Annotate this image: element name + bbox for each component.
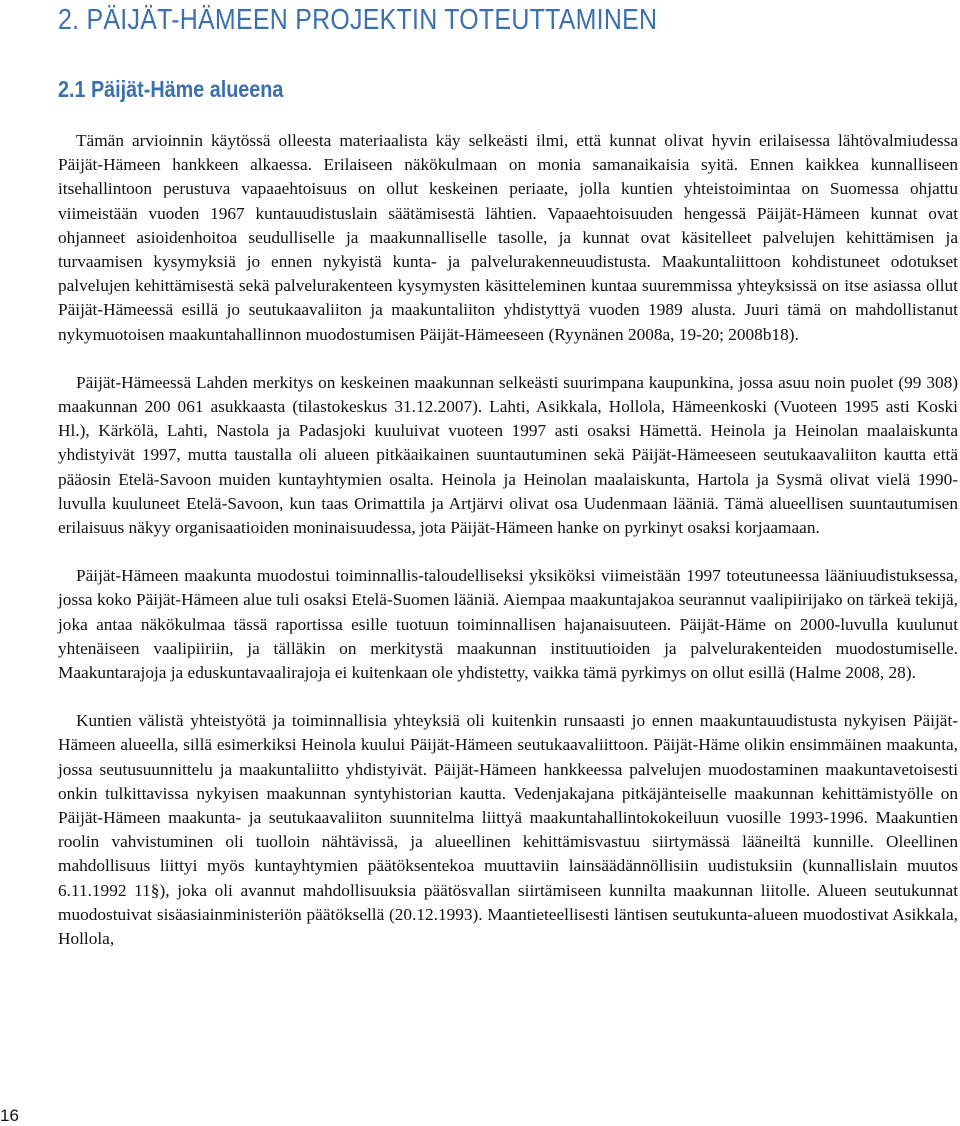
body-text xyxy=(58,129,958,975)
page-number: 16 xyxy=(0,1106,19,1125)
paragraph-1: Tämän arvioinnin käytössä olleesta materiaalista käy selkeästi ilmi, että kunnat olivat hyvin erilaisessa lähtövalmiudessa Päijät-Hämeen hankkeen alkaessa. Erilaiseen näkökulmaan on monia samanaikaisia syitä. Ennen kaikkea kunnalliseen itsehallintoon perustuva vapaaehtoisuus on ollut keskeinen periaate, jolla kuntien yhteistoimintaa on Suomessa ohjattu viimeistään vuoden 1967 kuntauudistuslain säätämisestä lähtien. Vapaaehtoisuuden hengessä Päijät-Hämeen kunnat ovat ohjanneet asioidenhoitoa seudulliselle ja maakunnalliselle tasolle, ja kunnat ovat käsitelleet palvelujen kehittämisen ja turvaamisen kysymyksiä jo ennen nykyistä kunta- ja palvelurakenneuudistusta. Maakuntaliittoon kohdistuneet odotukset palvelujen kehittämisestä sekä palvelurakenteen kysymysten käsitteleminen kuntaa suuremmissa yhteyksissä on itse asiassa ollut Päijät-Hämeessä esillä jo seutukaavaliiton ja maakuntaliiton yhdistyttyä vuoden 1989 alusta. Juuri tämä on mahdollistanut nykymuotoisen maakuntahallinnon muodostumisen Päijät-Hämeeseen (Ryynänen 2008a, 19-20; 2008b18). xyxy=(58,131,958,344)
paragraph-4: Kuntien välistä yhteistyötä ja toiminnallisia yhteyksiä oli kuitenkin runsaasti jo ennen maakuntauudistusta nykyisen Päijät-Hämeen alueella, sillä esimerkiksi Heinola kuului Päijät-Hämeen seutukaavaliittoon. Päijät-Häme olikin ensimmäinen maakunta, jossa seutusuunnittelu ja maakuntaliitto yhdistyivät. Päijät-Hämeen hankkeessa palvelujen muodostaminen maakuntavetoisesti onkin tulkittavissa nykyisen maakunnan syntyhistorian kautta. Vedenjakajana pitkäjänteiselle maakunnan kehittämistyölle on Päijät-Hämeen maakunta- ja seutukaavaliiton suunnitelma liittyä maakuntahallintokokeiluun vuosille 1993-1996. Maakuntien roolin vahvistuminen oli tuolloin nähtävissä, ja alueellinen kehittämisvastuu siirtymässä lääneiltä kunnille. Oleellinen mahdollisuus liittyi myös kuntayhtymien päätöksentekoa muuttaviin lainsäädännöllisiin uudistuksiin (kunnallislain muutos 6.11.1992 11§), joka oli avannut mahdollisuuksia päätösvallan siirtämiseen kunnilta maakunnan liitolle. Alueen seutukunnat muodostuivat sisäasiainministeriön päätöksellä (20.12.1993). Maantieteellisesti läntisen seutukunta-alueen muodostivat Asikkala, Hollola, xyxy=(58,711,958,949)
section-title: 2.1 Päijät-Häme alueena xyxy=(58,76,284,102)
paragraph-3: Päijät-Hämeen maakunta muodostui toiminnallis-taloudelliseksi yksiköksi viimeistään 1997 toteutuneessa lääniuudistuksessa, jossa koko Päijät-Hämeen alue tuli osaksi Etelä-Suomen lääniä. Aiempaa maakuntajakoa seurannut vaalipiirijako on tärkeä tekijä, joka antaa näkökulmaa tässä raportissa esille tuotuun toiminnallisen hajanaisuuteen. Päijät-Häme on 2000-luvulla kuulunut yhtenäiseen vaalipiiriin, ja tälläkin on merkitystä maakunnan instituutioiden ja palvelurakenteiden muodostumiselle. Maakuntarajoja ja eduskuntavaalirajoja ei kuitenkaan ole yhdistetty, vaikka tämä pyrkimys on ollut esillä (Halme 2008, 28). xyxy=(58,566,958,683)
chapter-title: 2. PÄIJÄT-HÄMEEN PROJEKTIN TOTEUTTAMINEN xyxy=(58,4,658,36)
paragraph-2: Päijät-Hämeessä Lahden merkitys on keskeinen maakunnan selkeästi suurimpana kaupunkina, jossa asuu noin puolet (99 308) maakunnan 200 061 asukkaasta (tilastokeskus 31.12.2007). Lahti, Asikkala, Hollola, Hämeenkoski (Vuoteen 1995 asti Koski Hl.), Kärkölä, Lahti, Nastola ja Padasjoki kuuluivat vuoteen 1997 asti osaksi Hämettä. Heinola ja Heinolan maalaiskunta yhdistyivät 1997, mutta taustalla oli alueen pitkäaikainen suuntautuminen sekä Päijät-Hämeeseen seutukaavaliiton kautta että pääosin Etelä-Savoon muiden kuntayhtymien osalta. Heinola ja Heinolan maalaiskunta, Hartola ja Sysmä olivat vielä 1990-luvulla kuuluneet Etelä-Savoon, kun taas Orimattila ja Artjärvi olivat osa Uudenmaan lääniä. Tämä alueellisen suuntautumisen erilaisuus näkyy organisaatioiden moninaisuudessa, jota Päijät-Hämeen hanke on pyrkinyt osaksi korjaamaan. xyxy=(58,372,958,538)
